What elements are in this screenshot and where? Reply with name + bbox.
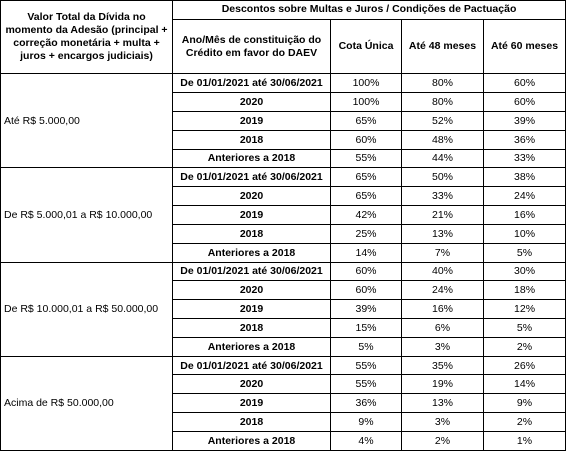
cota-unica-cell: 60%: [331, 262, 402, 281]
period-cell: Anteriores a 2018: [173, 431, 331, 450]
discount-48-cell: 2%: [402, 431, 484, 450]
period-cell: 2020: [173, 375, 331, 394]
cota-unica-cell: 25%: [331, 224, 402, 243]
discount-48-cell: 80%: [402, 93, 484, 112]
period-cell: Anteriores a 2018: [173, 243, 331, 262]
cota-unica-cell: 65%: [331, 187, 402, 206]
discount-60-cell: 5%: [484, 243, 566, 262]
cota-unica-cell: 60%: [331, 281, 402, 300]
period-cell: 2019: [173, 394, 331, 413]
discount-60-cell: 36%: [484, 130, 566, 149]
cota-unica-cell: 42%: [331, 206, 402, 225]
cota-unica-cell: 55%: [331, 356, 402, 375]
discount-48-cell: 50%: [402, 168, 484, 187]
discount-60-cell: 39%: [484, 111, 566, 130]
period-cell: 2018: [173, 130, 331, 149]
header-debt-value: Valor Total da Dívida no momento da Adesão (principal + correção monetária + multa + juros + encargos judiciais): [1, 1, 173, 74]
discount-48-cell: 13%: [402, 394, 484, 413]
discount-48-cell: 48%: [402, 130, 484, 149]
discount-60-cell: 30%: [484, 262, 566, 281]
cota-unica-cell: 100%: [331, 74, 402, 93]
header-discount-group: Descontos sobre Multas e Juros / Condições de Pactuação: [173, 1, 566, 20]
debt-range-label: Até R$ 5.000,00: [1, 74, 173, 168]
discount-60-cell: 2%: [484, 337, 566, 356]
cota-unica-cell: 15%: [331, 319, 402, 338]
debt-range-label: De R$ 10.000,01 a R$ 50.000,00: [1, 262, 173, 356]
discount-48-cell: 7%: [402, 243, 484, 262]
discount-48-cell: 19%: [402, 375, 484, 394]
discount-48-cell: 80%: [402, 74, 484, 93]
cota-unica-cell: 55%: [331, 375, 402, 394]
cota-unica-cell: 100%: [331, 93, 402, 112]
discount-60-cell: 9%: [484, 394, 566, 413]
debt-range-label: Acima de R$ 50.000,00: [1, 356, 173, 450]
discount-60-cell: 18%: [484, 281, 566, 300]
discount-48-cell: 13%: [402, 224, 484, 243]
header-period: Ano/Mês de constituição do Crédito em favor do DAEV: [173, 19, 331, 73]
discount-60-cell: 5%: [484, 319, 566, 338]
period-cell: De 01/01/2021 até 30/06/2021: [173, 262, 331, 281]
discount-60-cell: 2%: [484, 413, 566, 432]
period-cell: 2020: [173, 93, 331, 112]
cota-unica-cell: 65%: [331, 168, 402, 187]
period-cell: 2018: [173, 319, 331, 338]
discount-48-cell: 16%: [402, 300, 484, 319]
discount-48-cell: 3%: [402, 413, 484, 432]
discount-48-cell: 33%: [402, 187, 484, 206]
discount-60-cell: 60%: [484, 74, 566, 93]
period-cell: 2018: [173, 413, 331, 432]
period-cell: 2019: [173, 300, 331, 319]
discount-60-cell: 14%: [484, 375, 566, 394]
period-cell: 2020: [173, 187, 331, 206]
discount-48-cell: 6%: [402, 319, 484, 338]
table-row: [1, 168, 566, 187]
period-cell: 2020: [173, 281, 331, 300]
cota-unica-cell: 9%: [331, 413, 402, 432]
header-60-months: Até 60 meses: [484, 19, 566, 73]
discount-48-cell: 24%: [402, 281, 484, 300]
discount-60-cell: 24%: [484, 187, 566, 206]
header-row-top: [1, 1, 566, 20]
discount-60-cell: 16%: [484, 206, 566, 225]
table-row: [1, 262, 566, 281]
period-cell: Anteriores a 2018: [173, 337, 331, 356]
cota-unica-cell: 60%: [331, 130, 402, 149]
debt-range-label: De R$ 5.000,01 a R$ 10.000,00: [1, 168, 173, 262]
cota-unica-cell: 5%: [331, 337, 402, 356]
discount-60-cell: 1%: [484, 431, 566, 450]
period-cell: De 01/01/2021 até 30/06/2021: [173, 168, 331, 187]
table-row: [1, 74, 566, 93]
discount-60-cell: 60%: [484, 93, 566, 112]
period-cell: 2018: [173, 224, 331, 243]
header-cota-unica: Cota Única: [331, 19, 402, 73]
discount-48-cell: 44%: [402, 149, 484, 168]
discount-60-cell: 33%: [484, 149, 566, 168]
cota-unica-cell: 36%: [331, 394, 402, 413]
discount-48-cell: 21%: [402, 206, 484, 225]
discount-60-cell: 38%: [484, 168, 566, 187]
discount-60-cell: 26%: [484, 356, 566, 375]
discount-48-cell: 3%: [402, 337, 484, 356]
period-cell: De 01/01/2021 até 30/06/2021: [173, 356, 331, 375]
period-cell: Anteriores a 2018: [173, 149, 331, 168]
discount-60-cell: 12%: [484, 300, 566, 319]
table-row: [1, 356, 566, 375]
header-48-months: Até 48 meses: [402, 19, 484, 73]
cota-unica-cell: 55%: [331, 149, 402, 168]
discount-48-cell: 40%: [402, 262, 484, 281]
cota-unica-cell: 39%: [331, 300, 402, 319]
cota-unica-cell: 14%: [331, 243, 402, 262]
cota-unica-cell: 4%: [331, 431, 402, 450]
period-cell: 2019: [173, 206, 331, 225]
period-cell: De 01/01/2021 até 30/06/2021: [173, 74, 331, 93]
discount-60-cell: 10%: [484, 224, 566, 243]
period-cell: 2019: [173, 111, 331, 130]
cota-unica-cell: 65%: [331, 111, 402, 130]
discount-48-cell: 52%: [402, 111, 484, 130]
discount-48-cell: 35%: [402, 356, 484, 375]
